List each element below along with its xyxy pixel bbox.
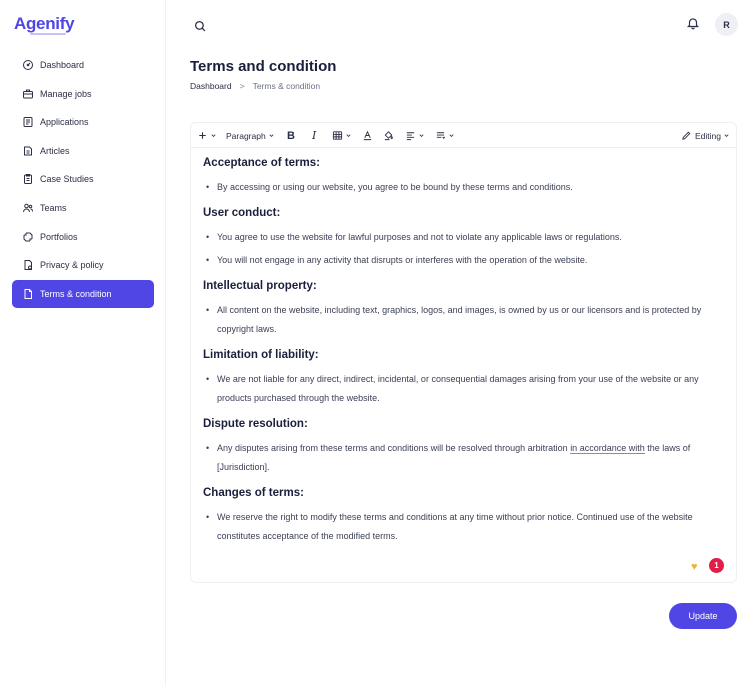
text-run: Any disputes arising from these terms and conditions will be resolved through arbitration [217, 443, 571, 453]
section-heading: Limitation of liability: [203, 349, 319, 361]
app-logo[interactable]: Agenify [14, 14, 75, 33]
plus-icon [197, 130, 208, 141]
table-button[interactable] [332, 128, 352, 143]
section-dispute-resolution [203, 418, 725, 477]
sidebar [0, 0, 166, 686]
sidebar-item-dashboard[interactable] [12, 51, 154, 79]
page-title: Terms and condition [190, 58, 337, 75]
grammar-suggestion-underline[interactable]: in accordance with [570, 443, 645, 453]
sidebar-item-portfolios[interactable] [12, 223, 154, 251]
align-dropdown[interactable] [405, 128, 425, 143]
section-heading: Dispute resolution: [203, 418, 308, 430]
line-spacing-icon [435, 130, 446, 141]
list-item: • We are not liable for any direct, indirect, incidental, or consequential damages arising from your use of the website or any products purchased through the website. [203, 370, 725, 408]
section-heading: Intellectual property: [203, 280, 317, 292]
editing-mode-dropdown[interactable] [681, 128, 730, 143]
section-user-conduct [203, 207, 725, 270]
italic-button[interactable]: I [312, 129, 317, 142]
sidebar-item-articles[interactable] [12, 137, 154, 165]
section-limitation-liability [203, 349, 725, 408]
bell-icon[interactable] [686, 16, 700, 30]
font-color-button[interactable] [362, 128, 373, 143]
sidebar-item-label: Terms & condition [40, 288, 112, 299]
sidebar-nav [12, 51, 154, 308]
breadcrumb-separator: > [239, 81, 245, 91]
heart-icon[interactable]: ♥ [691, 561, 698, 573]
search-icon[interactable] [193, 19, 207, 33]
chevron-down-icon [210, 132, 217, 139]
sidebar-item-teams[interactable] [12, 194, 154, 222]
sidebar-item-label: Applications [40, 117, 89, 128]
list-item: • All content on the website, including text, graphics, logos, and images, is owned by us or our licensors and is protected by copyright laws. [203, 301, 725, 339]
articles-icon [22, 145, 34, 157]
portfolio-icon [22, 231, 34, 243]
list-item: • You agree to use the website for lawful purposes and not to violate any applicable laws or regulations. [203, 228, 725, 247]
section-heading: Changes of terms: [203, 487, 304, 499]
privacy-icon [22, 259, 34, 271]
list-item: • You will not engage in any activity that disrupts or interferes with the operation of the website. [203, 251, 725, 270]
sidebar-item-label: Case Studies [40, 174, 94, 185]
sidebar-item-manage-jobs[interactable] [12, 80, 154, 108]
paragraph-style-dropdown[interactable] [226, 128, 275, 143]
applications-icon [22, 116, 34, 128]
section-intellectual-property [203, 280, 725, 339]
sidebar-item-applications[interactable] [12, 108, 154, 136]
chevron-down-icon [723, 132, 730, 139]
avatar[interactable]: R [715, 13, 738, 36]
bold-button[interactable]: B [287, 129, 295, 142]
section-heading: Acceptance of terms: [203, 157, 320, 169]
chevron-down-icon [345, 132, 352, 139]
pencil-icon [681, 130, 692, 141]
sidebar-item-label: Privacy & policy [40, 260, 104, 271]
sidebar-item-label: Articles [40, 145, 70, 156]
document-icon [22, 288, 34, 300]
sidebar-item-label: Manage jobs [40, 88, 92, 99]
list-item [203, 439, 725, 477]
sidebar-item-label: Teams [40, 202, 67, 213]
section-heading: User conduct: [203, 207, 281, 219]
chevron-down-icon [268, 132, 275, 139]
rich-text-editor [190, 122, 737, 583]
sidebar-item-label: Dashboard [40, 60, 85, 70]
update-button[interactable]: Update [669, 603, 737, 629]
breadcrumb [190, 81, 320, 91]
text-run: the laws of [Jurisdiction]. [217, 443, 691, 472]
briefcase-icon [22, 88, 34, 100]
section-changes-terms [203, 487, 725, 546]
paint-bucket-icon [383, 130, 394, 141]
dashboard-icon [22, 59, 34, 71]
list-item: • We reserve the right to modify these terms and conditions at any time without prior notice. Continued use of the website constitutes acceptance of the modified terms. [203, 508, 725, 546]
sidebar-item-terms-condition[interactable] [12, 280, 154, 308]
editor-toolbar [191, 123, 736, 148]
chevron-down-icon [418, 132, 425, 139]
highlight-button[interactable] [383, 128, 394, 143]
list-item: • By accessing or using our website, you agree to be bound by these terms and conditions. [203, 178, 725, 197]
logo-underline [30, 33, 66, 35]
table-icon [332, 130, 343, 141]
sidebar-item-case-studies[interactable] [12, 165, 154, 193]
grammar-badge-icon[interactable]: 1 [709, 558, 724, 573]
chevron-down-icon [448, 132, 455, 139]
section-acceptance [203, 157, 725, 197]
breadcrumb-root[interactable]: Dashboard [190, 81, 232, 91]
breadcrumb-current: Terms & condition [252, 81, 321, 91]
sidebar-item-label: Portfolios [40, 231, 78, 242]
editing-mode-label: Editing [695, 130, 721, 141]
users-icon [22, 202, 34, 214]
clipboard-icon [22, 173, 34, 185]
editor-content[interactable] [203, 157, 725, 556]
paragraph-style-label: Paragraph [226, 130, 266, 141]
list-dropdown[interactable] [435, 128, 455, 143]
font-color-icon [362, 130, 373, 141]
align-left-icon [405, 130, 416, 141]
sidebar-item-privacy-policy[interactable] [12, 251, 154, 279]
insert-button[interactable] [197, 128, 217, 143]
